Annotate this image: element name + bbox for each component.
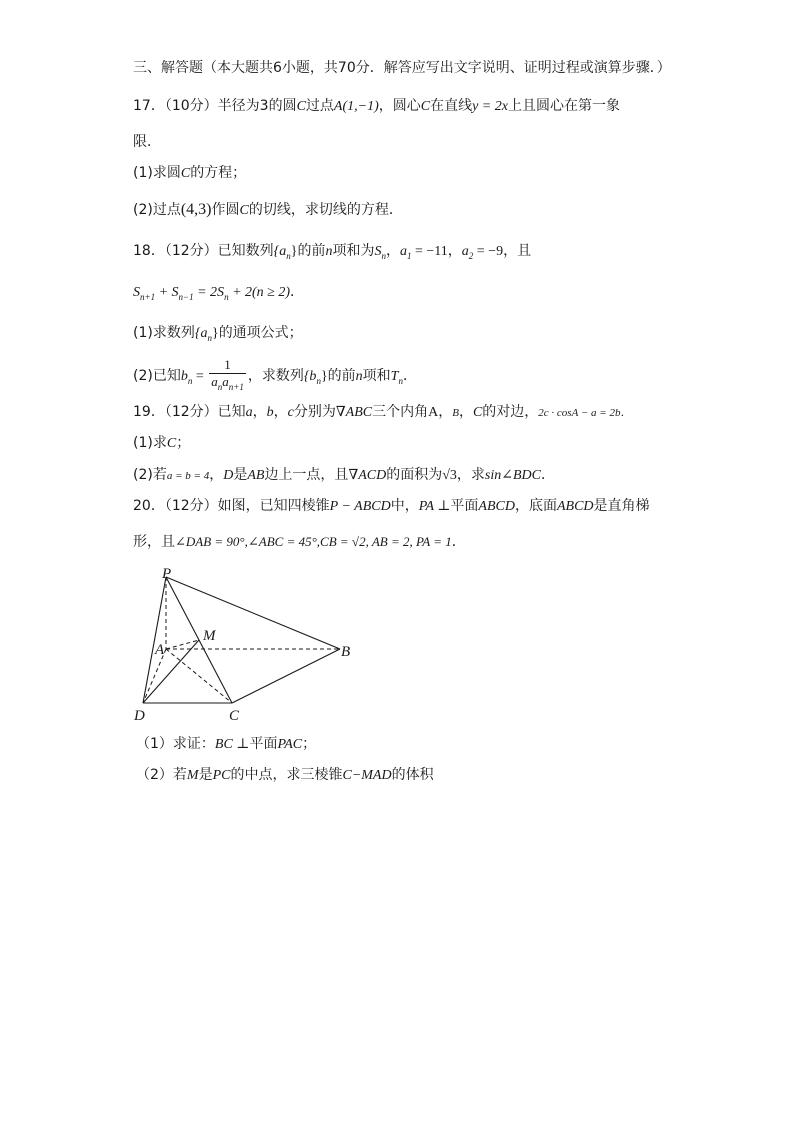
q20-text: ． (451, 534, 466, 550)
math-A: A (428, 405, 439, 420)
math-S: S (374, 244, 382, 259)
math-T: T (390, 369, 399, 384)
math-a1: a (400, 244, 407, 259)
math-PC: PC (212, 768, 231, 783)
q20-number: 20． (133, 498, 165, 514)
math-eq-2S: = 2S (193, 285, 225, 300)
math-brace: } (211, 326, 219, 341)
math-b: b (266, 405, 274, 420)
q17-text: 半径为3的圆 (217, 98, 297, 114)
math-triangle: ∇ABC (335, 405, 373, 420)
fraction-numerator: 1 (224, 357, 231, 372)
math-C: C (166, 436, 177, 451)
math-C: C (472, 405, 483, 420)
q19-text: 边上一点，且 (264, 467, 349, 483)
math-pyramid: P − ABCD (329, 499, 391, 514)
q17-points: （10分） (164, 98, 218, 114)
q19-points: （12分） (164, 404, 218, 420)
q18-part2 (133, 357, 417, 398)
math-triangle: ∇ACD (348, 468, 387, 483)
q20-text: 是直角梯 (593, 498, 650, 514)
separator: ， (447, 243, 462, 259)
q18-text: ，求数列 (247, 368, 304, 384)
q18-text: 的前 (297, 243, 326, 259)
q19-text: ． (540, 467, 555, 483)
q18-text: (1)求数列 (133, 325, 195, 341)
math-brace: } (320, 369, 328, 384)
math-seq-b: {b (303, 369, 317, 384)
q17-text: 上且圆心在第一象 (507, 98, 620, 114)
q18-recurrence (133, 282, 304, 307)
math-a: a (245, 405, 253, 420)
math-B: B (452, 407, 459, 419)
math-a2: a (461, 244, 469, 259)
math-D: D (223, 468, 234, 483)
subscript: n (224, 292, 229, 302)
math-b: b (180, 369, 188, 384)
q19-text: 三个内角 (372, 404, 429, 420)
q18-text: 已知数列 (217, 243, 274, 259)
separator: ， (252, 404, 267, 420)
q18-part1 (133, 323, 303, 348)
q19-text: ； (176, 435, 191, 451)
math-point-a: A(1,−1) (333, 99, 379, 114)
math-condition: 2c · cosA − a = 2b (538, 407, 621, 419)
q18-text: ． (290, 284, 305, 300)
subscript: 1 (407, 251, 412, 261)
subscript: n (316, 376, 321, 386)
q19-line1 (133, 402, 631, 423)
q18-points: （12分） (164, 243, 218, 259)
q18-number: 18． (133, 243, 165, 259)
separator: ， (386, 243, 400, 259)
q18-text: 项和为 (332, 243, 375, 259)
q17-text: 的切线，求切线的方程． (248, 202, 403, 218)
q17-text: 作圆 (211, 202, 240, 218)
q19-number: 19． (133, 404, 165, 420)
math-n: n (355, 369, 363, 384)
section-header: 三、解答题（本大题共6小题，共70分．解答应写出文字说明、证明过程或演算步骤．） (133, 60, 671, 76)
math-perp: PA ⊥ (418, 499, 451, 514)
q17-text: 过点 (305, 98, 334, 114)
subscript: n (207, 333, 212, 343)
edge-PD (143, 577, 166, 703)
q17-text: 的方程； (190, 165, 247, 181)
math-ABCD: ABCD (478, 499, 515, 514)
math-n: n (325, 244, 333, 259)
label-P: P (162, 566, 172, 582)
q19-part2 (133, 465, 555, 486)
math-a2-value: = −9 (473, 244, 504, 259)
q20-text: ； (302, 736, 317, 752)
q19-text: 的对边， (482, 404, 539, 420)
separator: ， (458, 404, 473, 420)
pyramid-figure (128, 565, 368, 727)
math-root: √3 (442, 468, 457, 483)
q19-text: (1)求 (133, 435, 167, 451)
math-seq-a: {a (273, 244, 287, 259)
q17-text: 在直线 (430, 98, 473, 114)
q19-text: ，求 (456, 467, 485, 483)
q18-text: ，且 (503, 243, 532, 259)
q19-text: 分别为 (293, 404, 336, 420)
subscript: n (286, 251, 291, 261)
label-B: B (341, 644, 351, 660)
math-conditions: ∠DAB = 90°,∠ABC = 45°,CB = √2, AB = 2, PA = 1 (175, 534, 452, 549)
label-M: M (203, 628, 216, 644)
q19-text: 已知 (217, 404, 246, 420)
subscript: n (187, 376, 193, 386)
math-S: S (133, 285, 140, 300)
q19-text: ， (209, 467, 224, 483)
math-ABCD: ABCD (556, 499, 594, 514)
q20-text: 如图，已知四棱锥 (217, 498, 330, 514)
math-eq: = (192, 369, 208, 384)
q20-text: （1）求证： (136, 736, 215, 752)
label-D: D (134, 708, 145, 724)
separator: ， (273, 404, 288, 420)
math-a1-value: = −11 (411, 244, 448, 259)
q20-text: 的体积 (391, 767, 434, 783)
math-line: y = 2x (472, 99, 508, 114)
q18-text: (2)已知 (133, 368, 181, 384)
q17-part2 (133, 200, 403, 221)
q18-text: ． (402, 368, 417, 384)
q20-part1 (136, 734, 316, 755)
subscript: n (217, 382, 223, 392)
q18-text: 项和 (362, 368, 391, 384)
math-given: a = b = 4 (166, 470, 210, 482)
math-C: C (180, 166, 191, 181)
q19-text: 的面积为 (386, 467, 443, 483)
edge-AM-hidden (166, 640, 199, 649)
math-sin: sin∠BDC (484, 468, 541, 483)
q17-number: 17． (133, 98, 165, 114)
q20-points: （12分） (164, 498, 218, 514)
q20-line1 (133, 496, 650, 517)
math-C: C (296, 99, 306, 114)
math-brace: } (290, 244, 298, 259)
q17-text: (1)求圆 (133, 165, 181, 181)
q19-part1 (133, 433, 190, 454)
q19-text: ． (620, 407, 632, 419)
q20-part2 (136, 765, 434, 786)
subscript: n−1 (178, 292, 194, 302)
q19-text: (2)若 (133, 467, 167, 483)
math-M: M (186, 768, 199, 783)
math-PAC: PAC (277, 737, 303, 752)
math-plus-S: + S (155, 285, 179, 300)
math-AB: AB (247, 468, 265, 483)
q20-text: 形，且 (133, 534, 175, 550)
math-c: c (287, 405, 294, 420)
q20-text: 的中点，求三棱锥 (230, 767, 343, 783)
q17-line2: 限． (133, 134, 161, 150)
subscript: 2 (468, 251, 474, 261)
q20-text: 中， (390, 498, 419, 514)
q20-text: 是 (198, 767, 213, 783)
separator: ， (438, 404, 453, 420)
q20-text: ，底面 (514, 498, 557, 514)
q18-line1 (133, 241, 531, 266)
math-tetra: C−MAD (342, 768, 392, 783)
fraction (209, 357, 246, 395)
edge-CB (232, 649, 340, 703)
q18-text: 的前 (327, 368, 356, 384)
q17-text: ，圆心 (378, 98, 421, 114)
q17-line1 (133, 96, 620, 117)
subscript: n (398, 376, 403, 386)
q20-text: （2）若 (136, 767, 187, 783)
q19-text: 是 (233, 467, 248, 483)
label-C: C (229, 708, 240, 724)
math-C: C (420, 99, 431, 114)
q17-text: (2)过点 (133, 202, 181, 218)
subscript: n+1 (228, 382, 244, 392)
q17-part1 (133, 163, 246, 184)
subscript: n+1 (140, 292, 156, 302)
math-a: a (222, 374, 229, 389)
q20-text: 平面 (450, 498, 479, 514)
q18-text: 的通项公式； (218, 325, 303, 341)
math-C: C (239, 203, 249, 218)
fraction-denominator (209, 373, 246, 395)
math-a: a (211, 374, 218, 389)
edge-PB (166, 577, 340, 649)
math-tail: + 2(n ≥ 2) (228, 285, 291, 300)
q20-line2 (133, 532, 466, 552)
label-A: A (155, 642, 165, 658)
math-perp: BC ⊥ (214, 737, 250, 752)
math-point: (4,3) (180, 201, 212, 218)
subscript: n (381, 251, 386, 261)
math-seq-a: {a (194, 326, 208, 341)
edge-AC-hidden (166, 649, 232, 703)
q20-text: 平面 (249, 736, 278, 752)
